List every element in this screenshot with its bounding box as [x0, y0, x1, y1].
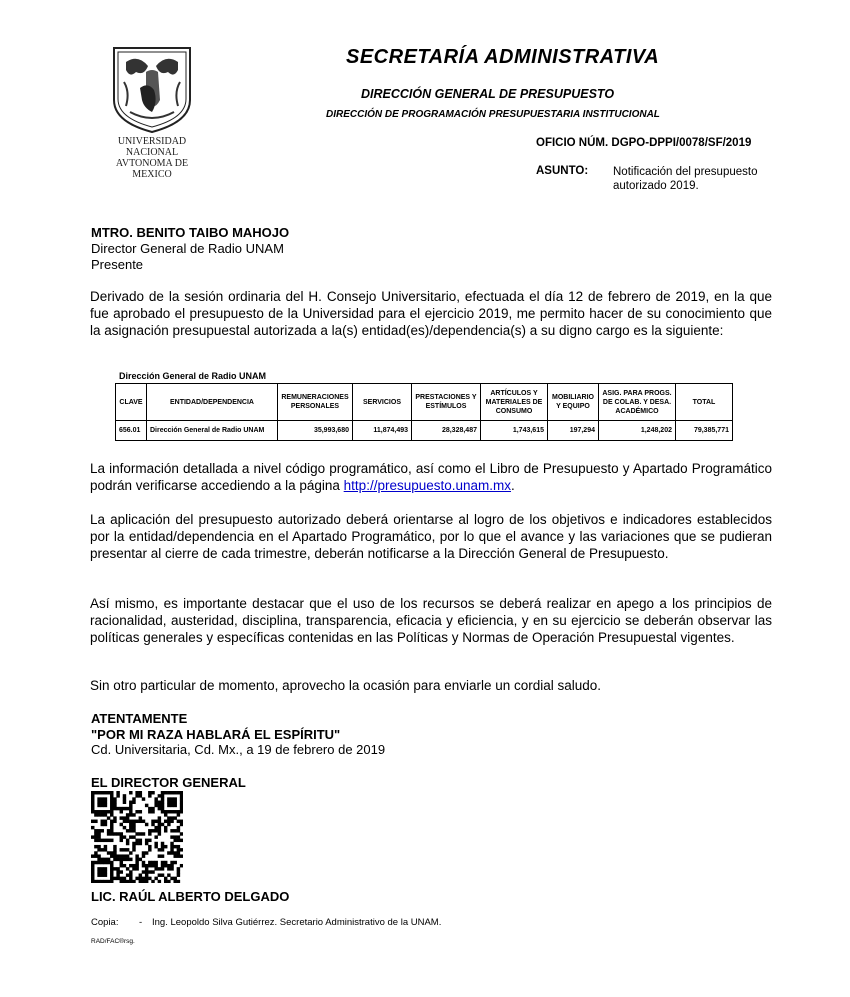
- body-paragraph-2: [90, 461, 772, 495]
- atentamente: ATENTAMENTE: [91, 711, 188, 726]
- table-cell-value: 35,993,680: [278, 421, 353, 441]
- body-paragraph-3: La aplicación del presupuesto autorizado deberá orientarse al logro de los objetivos e indicadores establecidos por la entidad/dependencia en el Apartado Programático, por lo que el avance y las variaciones que se pudieran presentar al cierre de cada trimestre, deberán notificarse a la Dirección General de Presupuesto.: [90, 512, 772, 561]
- copia-bullet: -: [139, 917, 143, 928]
- paragraph-2-text: La información detallada a nivel código programático, así como el Libro de Presupuesto y Apartado Programático podrán verificarse accediendo a la página: [90, 461, 772, 493]
- table-header-cell: CLAVE: [116, 384, 147, 421]
- table-header-cell: MOBILIARIO Y EQUIPO: [548, 384, 599, 421]
- table-header-cell: ENTIDAD/DEPENDENCIA: [147, 384, 278, 421]
- budget-table: [115, 383, 733, 441]
- body-paragraph-5: Sin otro particular de momento, aprovecho la ocasión para enviarle un cordial saludo.: [90, 678, 602, 693]
- eagle-condor-seal-icon: [96, 42, 208, 134]
- asunto-text: Notificación del presupuesto autorizado 2019.: [613, 166, 758, 192]
- closing-block: [91, 711, 385, 758]
- header-title: SECRETARÍA ADMINISTRATIVA: [346, 46, 660, 68]
- table-header-cell: REMUNERACIONES PERSONALES: [278, 384, 353, 421]
- place-date: Cd. Universitaria, Cd. Mx., a 19 de febrero de 2019: [91, 742, 386, 757]
- signer-name: LIC. RAÚL ALBERTO DELGADO: [91, 889, 290, 904]
- copia-recipient: Ing. Leopoldo Silva Gutiérrez. Secretario Administrativo de la UNAM.: [152, 917, 442, 928]
- institution-line: UNIVERSIDAD NACIONAL: [117, 136, 187, 158]
- table-cell-total: 79,385,771: [676, 421, 733, 441]
- addressee-name: MTRO. BENITO TAIBO MAHOJO: [91, 225, 290, 240]
- header-subtitle-direccion-general: DIRECCIÓN GENERAL DE PRESUPUESTO: [361, 87, 615, 101]
- unam-seal-logo: [96, 42, 208, 180]
- table-cell-value: 11,874,493: [353, 421, 412, 441]
- addressee-block: [91, 225, 289, 273]
- qr-code-icon: [91, 791, 183, 883]
- body-paragraph-4: Así mismo, es importante destacar que el uso de los recursos se deberá realizar en apego a los principios de racionalidad, austeridad, disciplina, transparencia, eficacia y eficiencia, y en su ejercicio se deberán observar las políticas generales y específicas contenidas en las Políticas y Normas de Operación Presupuestal vigentes.: [90, 596, 772, 645]
- table-cell-value: 28,328,487: [412, 421, 481, 441]
- asunto-label: ASUNTO:: [536, 165, 589, 177]
- addressee-position: Director General de Radio UNAM: [91, 241, 284, 256]
- paragraph-2-end: .: [511, 477, 515, 493]
- table-header-row: [116, 384, 733, 421]
- table-caption: Dirección General de Radio UNAM: [119, 371, 267, 381]
- oficio-number: OFICIO NÚM. DGPO-DPPI/0078/SF/2019: [536, 137, 752, 149]
- reference-initials: RAD/FAC®rsg.: [91, 938, 135, 945]
- table-header-cell: ASIG. PARA PROGS. DE COLAB. Y DESA. ACADÉMICO: [599, 384, 676, 421]
- signature-qr-code: [91, 791, 183, 883]
- body-paragraph-1: Derivado de la sesión ordinaria del H. Consejo Universitario, efectuada el día 12 de febrero de 2019, en la que fue aprobado el presupuesto de la Universidad para el ejercicio 2019, me permito hacer de su conocimiento que la asignación presupuestal autorizada a la(s) entidad(es)/dependencia(s) a su digno cargo es la siguiente:: [90, 289, 772, 338]
- header-subtitle-direccion-programacion: DIRECCIÓN DE PROGRAMACIÓN PRESUPUESTARIA INSTITUCIONAL: [326, 109, 660, 120]
- table-header-cell: TOTAL: [676, 384, 733, 421]
- table-header-cell: PRESTACIONES Y ESTÍMULOS: [412, 384, 481, 421]
- table-header-cell: SERVICIOS: [353, 384, 412, 421]
- table-cell-entidad: Dirección General de Radio UNAM: [147, 421, 278, 441]
- addressee-presente: Presente: [91, 257, 144, 272]
- copia-label: Copia:: [91, 917, 119, 928]
- table-cell-value: 197,294: [548, 421, 599, 441]
- table-row: [116, 421, 733, 441]
- director-title: EL DIRECTOR GENERAL: [91, 775, 246, 790]
- table-header-cell: ARTÍCULOS Y MATERIALES DE CONSUMO: [481, 384, 548, 421]
- motto: "POR MI RAZA HABLARÁ EL ESPÍRITU": [91, 726, 341, 742]
- table-cell-value: 1,248,202: [599, 421, 676, 441]
- institution-line: AVTONOMA DE: [115, 158, 189, 169]
- institution-line: MEXICO: [132, 169, 172, 180]
- presupuesto-link[interactable]: http://presupuesto.unam.mx: [343, 477, 512, 493]
- table-cell-clave: 656.01: [116, 421, 147, 441]
- table-cell-value: 1,743,615: [481, 421, 548, 441]
